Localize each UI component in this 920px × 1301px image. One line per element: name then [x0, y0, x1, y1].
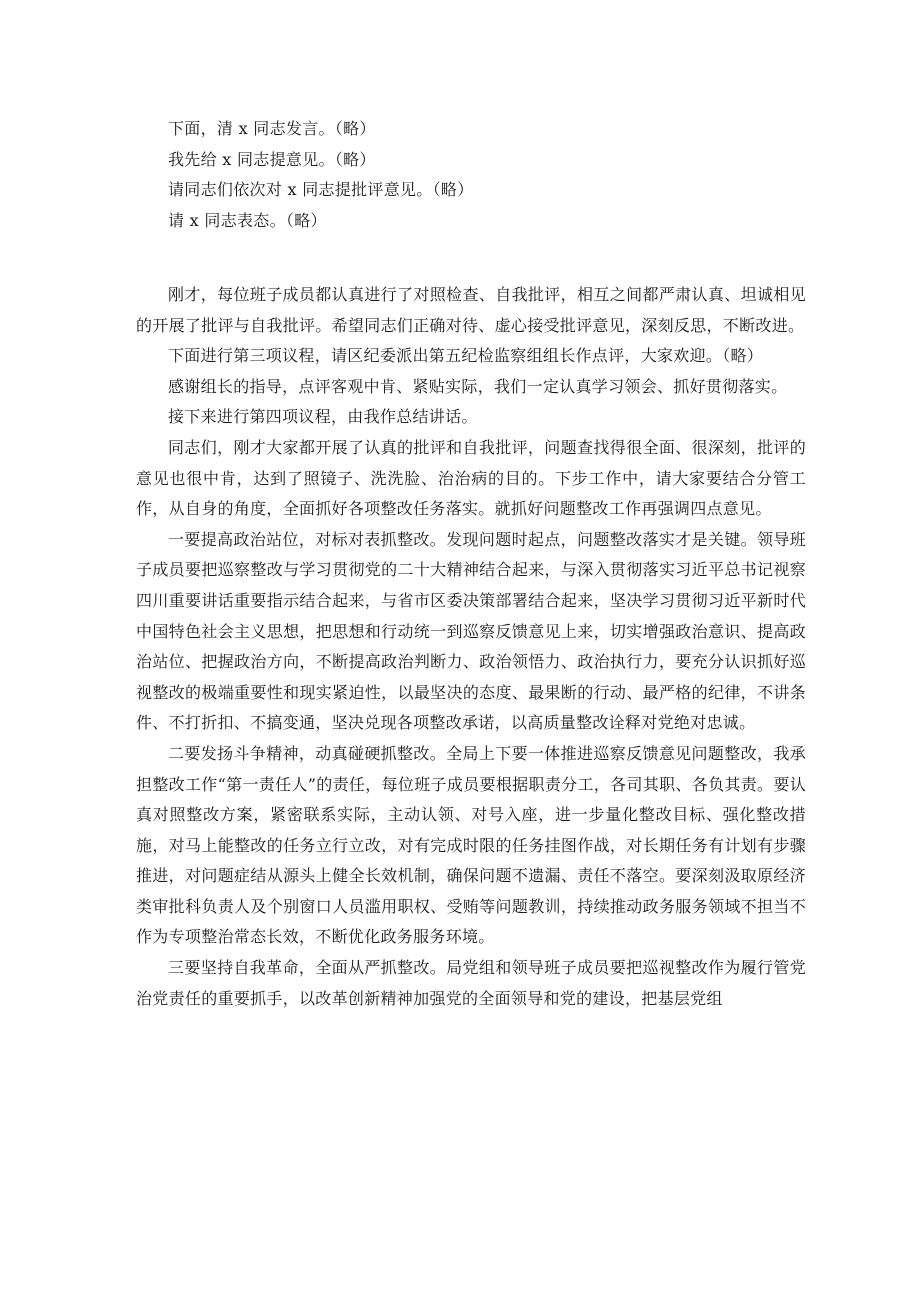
intro-line: 下面，清 x 同志发言。（略）: [168, 119, 376, 138]
intro-line: 我先给 x 同志提意见。（略）: [168, 149, 376, 169]
paragraph: 感谢组长的指导，点评客观中肯、紧贴实际，我们一定认真学习领会、抓好贯彻落实。: [168, 376, 788, 396]
paragraph: 二要发扬斗争精神，动真碰硬抓整改。全局上下要一体推进巡察反馈意见问题整改，我承担整改工作“第一责任人”的责任，每位班子成员要根据职责分工，各司其职、各负其责。要认真对照整改方案，紧密联系实际，主动认领、对号入座，进一步量化整改目标、强化整改措施，对马上能整改的任务立行立改，对有完成时限的任务挂图作战，对长期任务有计划有步骤推进，对问题症结从源头上健全长效机制，确保问题不遗漏、责任不落空。要深刻汲取原经济类审批科负责人及个别窗口人员滥用职权、受贿等问题教训，持续推动政务服务领域不担当不作为专项整治常态长效，不断优化政务服务环境。: [136, 743, 806, 947]
paragraph: 接下来进行第四项议程，由我作总结讲话。: [168, 407, 478, 427]
intro-line: 请 x 同志表态。（略）: [168, 210, 327, 230]
paragraph: 一要提高政治站位，对标对表抓整改。发现问题时起点，问题整改落实才是关键。领导班子成员要把巡察整改与学习贯彻党的二十大精神结合起来，与深入贯彻落实习近平总书记视察四川重要讲话重要指示结合起来，与省市区委决策部署结合起来，坚决学习贯彻习近平新时代中国特色社会主义思想，把思想和行动统一到巡察反馈意见上来，切实增强政治意识、提高政治站位、把握政治方向，不断提高政治判断力、政治领悟力、政治执行力，要充分认识抓好巡视整改的极端重要性和现实紧迫性，以最坚决的态度、最果断的行动、最严格的纪律，不讲条件、不打折扣、不搞变通，坚决兑现各项整改承诺，以高质量整改诠释对党绝对忠诚。: [136, 529, 806, 733]
paragraph: 三要坚持自我革命，全面从严抓整改。局党组和领导班子成员要把巡视整改作为履行管党治党责任的重要抓手，以改革创新精神加强党的全面领导和党的建设，把基层党组: [136, 958, 806, 1008]
paragraph: 刚才，每位班子成员都认真进行了对照检查、自我批评，相互之间都严肃认真、坦诚相见的开展了批评与自我批评。希望同志们正确对待、虚心接受批评意见，深刻反思，不断改进。: [136, 285, 806, 335]
body-text: [136, 280, 806, 1014]
intro-line: 请同志们依次对 x 同志提批评意见。（略）: [168, 180, 474, 200]
paragraph: 同志们，刚才大家都开展了认真的批评和自我批评，问题查找得很全面、很深刻，批评的意见也很中肯，达到了照镜子、洗洗脸、治治病的目的。下步工作中，请大家要结合分管工作，从自身的角度，全面抓好各项整改任务落实。就抓好问题整改工作再强调四点意见。: [136, 437, 806, 519]
intro-lines: [136, 114, 806, 236]
paragraph: 下面进行第三项议程，请区纪委派出第五纪检监察组组长作点评，大家欢迎。（略）: [168, 346, 764, 366]
